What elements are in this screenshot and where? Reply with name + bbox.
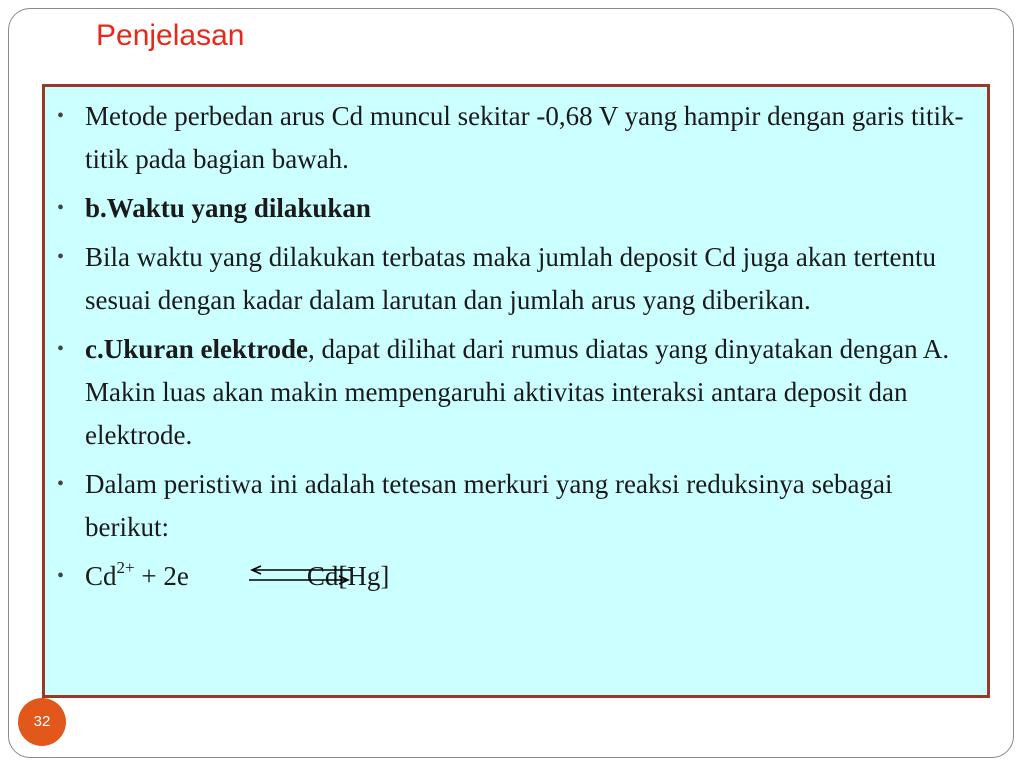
bullet-dot-icon: • — [57, 197, 65, 219]
bullet-item-equation — [45, 555, 975, 598]
bullet-item-5 — [45, 463, 975, 549]
content-box — [42, 84, 990, 698]
bullet-dot-icon: • — [57, 338, 65, 360]
equation-charge: 2+ — [116, 558, 135, 577]
bullet-dot-icon: • — [57, 246, 65, 268]
equation-product: Cd[Hg] — [306, 561, 390, 591]
bullet-list — [45, 87, 987, 598]
bullet-item-4 — [45, 328, 975, 457]
equation-reactant: Cd — [85, 561, 117, 591]
reaction-equation — [85, 558, 390, 591]
bullet-item-1 — [45, 95, 975, 181]
bullet-dot-icon: • — [57, 565, 65, 587]
bullet-dot-icon: • — [57, 473, 65, 495]
bullet-dot-icon: • — [57, 105, 65, 127]
equation-electrons: + 2e — [134, 561, 189, 591]
bullet-heading-ukuran: c.Ukuran elektrode — [85, 334, 308, 364]
bullet-text: Bila waktu yang dilakukan terbatas maka jumlah deposit Cd juga akan tertentu sesuai dengan kadar dalam larutan dan jumlah arus yang diberikan. — [85, 242, 937, 315]
page-number-badge: 32 — [18, 698, 66, 746]
bullet-text: Dalam peristiwa ini adalah tetesan merkuri yang reaksi reduksinya sebagai berikut: — [85, 469, 893, 542]
bullet-text: , dapat dilihat dari rumus diatas yang dinyatakan dengan A. Makin luas akan makin mempengaruhi aktivitas interaksi antara deposit dan elektrode. — [85, 334, 950, 450]
bullet-heading-waktu: b.Waktu yang dilakukan — [85, 193, 371, 223]
bullet-item-2 — [45, 187, 975, 230]
bullet-item-3 — [45, 236, 975, 322]
slide-title: Penjelasan — [96, 19, 245, 52]
equilibrium-arrows-icon — [247, 565, 355, 587]
bullet-text: Metode perbedan arus Cd muncul sekitar -0,68 V yang hampir dengan garis titik-titik pada bagian bawah. — [85, 101, 964, 174]
